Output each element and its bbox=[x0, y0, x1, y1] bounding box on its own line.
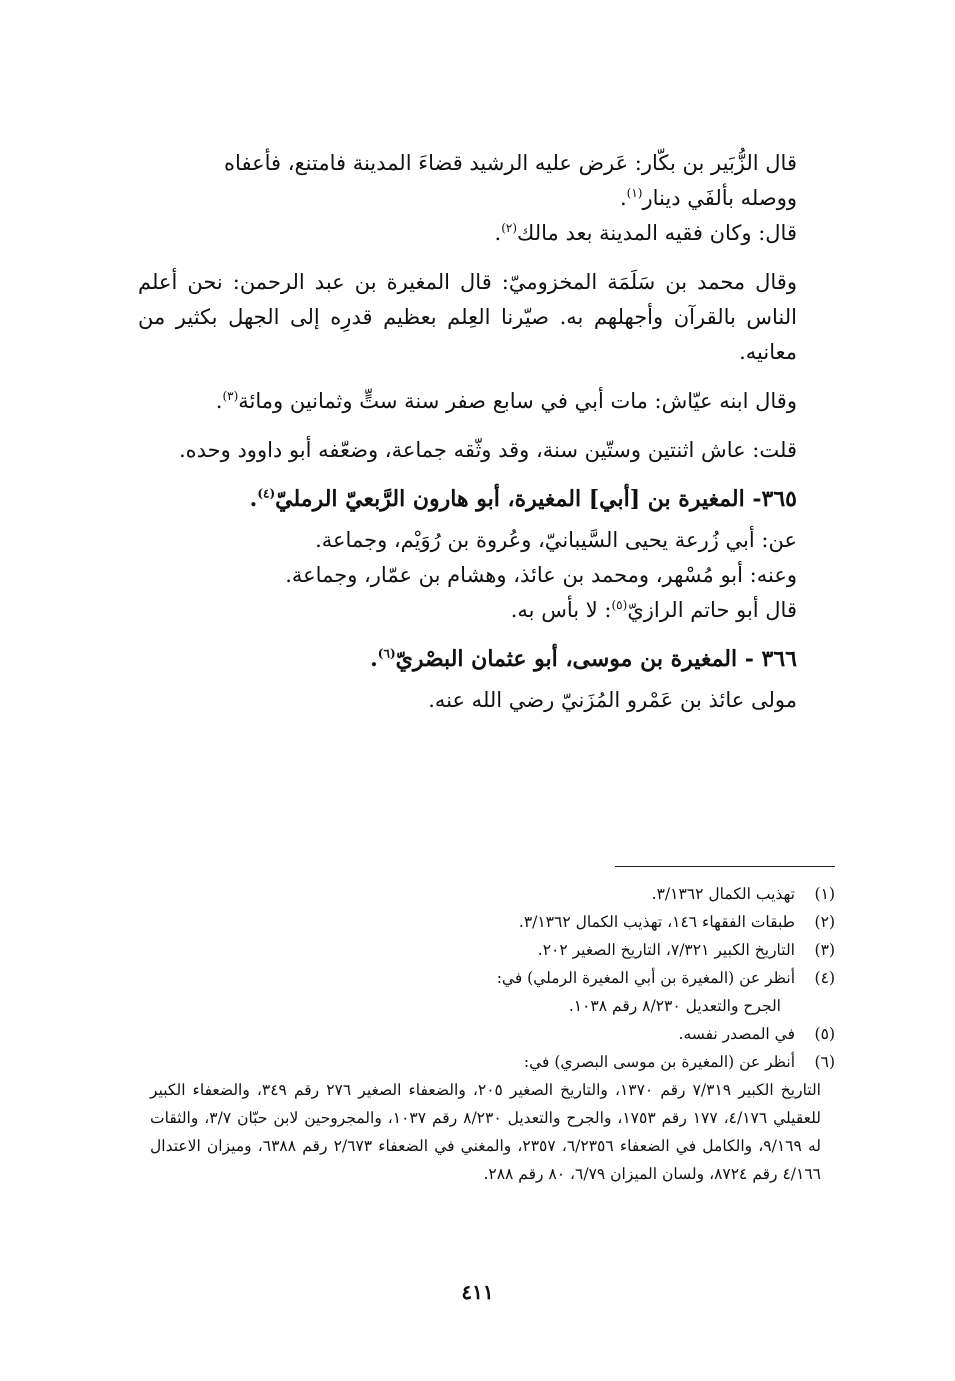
footnote-item bbox=[150, 880, 835, 908]
paragraph-zubayr-end: . bbox=[619, 186, 627, 210]
entry-365-verdict-end: : لا بأس به. bbox=[510, 598, 612, 622]
entry-365-heading bbox=[138, 482, 835, 517]
footnote-item bbox=[150, 1020, 835, 1048]
footnotes bbox=[150, 880, 835, 1188]
footnote-6-sources: التاريخ الكبير ٧/٣١٩ رقم ١٣٧٠، والتاريخ الصغير ٢٠٥، والضعفاء الصغير ٢٧٦ رقم ٣٤٩، والضعفاء الكبير للعقيلي ٤/١٧٦، ١٧٧ رقم ١٧٥٣، والجرح والتعديل ٨/٢٣٠ رقم ١٠٣٧، والمجروحين لابن حبّان ٣/٧، والثقات له ٩/١٦٩، والكامل في الضعفاء ٦/٢٣٥٦، ٢٣٥٧، والمغني في الضعفاء ٢/٦٧٣ رقم ٦٣٨٨، وميزان الاعتدال ٤/١٦٦ رقم ٨٧٢٤، ولسان الميزان ٦/٧٩، ٨٠ رقم ٢٨٨. bbox=[150, 1081, 822, 1183]
footnote-number: (٥) bbox=[814, 1025, 835, 1043]
entry-366-title: ٣٦٦ - المغيرة بن موسى، أبو عثمان البصْريّ bbox=[395, 646, 797, 672]
paragraph-ayyash-text: وقال ابنه عيّاش: مات أبي في سابع صفر سنة ستٍّ وثمانين ومائة bbox=[238, 389, 797, 413]
footnote-line: أنظر عن (المغيرة بن أبي المغيرة الرملي) في: bbox=[496, 969, 795, 987]
paragraph-ayyash-end: . bbox=[215, 389, 223, 413]
footnote-item bbox=[150, 964, 835, 1020]
footnote-item bbox=[150, 908, 835, 936]
footnote-number: (٦) bbox=[814, 1053, 835, 1071]
footnote-text bbox=[150, 908, 795, 936]
footnote-line: تهذيب الكمال ٣/١٣٦٢. bbox=[651, 885, 795, 903]
footnote-number: (٣) bbox=[814, 941, 835, 959]
entry-365-to: وعنه: أبو مُسْهر، ومحمد بن عائذ، وهشام بن عمّار، وجماعة. bbox=[285, 563, 797, 587]
footnote-text bbox=[150, 936, 795, 964]
footnote-item bbox=[150, 936, 835, 964]
paragraph-makhzumi: وقال محمد بن سَلَمَة المخزوميّ: قال المغيرة بن عبد الرحمن: نحن أعلم الناس بالقرآن وأجهلهم به. صيّرنا العِلم بعظيم قدرِه إلى الجهل بكثير من معانيه. bbox=[138, 270, 797, 364]
entry-366-mawla: مولى عائذ بن عَمْرو المُزَنيّ رضي الله عنه. bbox=[428, 688, 797, 712]
entry-365-verdict-text: قال أبو حاتم الرازيّ bbox=[627, 598, 797, 622]
entry-365-verdict bbox=[138, 593, 835, 628]
paragraph-faqih bbox=[138, 216, 835, 251]
footnote-ref-5[interactable]: (٥) bbox=[611, 598, 628, 612]
footnote-line: أنظر عن (المغيرة بن موسى البصري) في: bbox=[523, 1053, 795, 1071]
paragraph-qultu: قلت: عاش اثنتين وستّين سنة، وقد وثّقه جماعة، وضعّفه أبو داوود وحده. bbox=[178, 438, 797, 462]
footnote-divider bbox=[615, 866, 835, 867]
footnote-text bbox=[150, 1020, 795, 1048]
footnote-number: (١) bbox=[814, 885, 835, 903]
paragraph-zubayr bbox=[138, 146, 835, 216]
paragraph-zubayr-line1: قال الزُّبَير بن بكّار: عَرض عليه الرشيد قضاءَ المدينة فامتنع، فأعفاه bbox=[224, 151, 797, 175]
entry-366-heading bbox=[138, 642, 835, 677]
footnote-ref-1[interactable]: (١) bbox=[626, 186, 643, 200]
footnote-ref-3[interactable]: (٣) bbox=[222, 389, 239, 403]
entry-365-title: ٣٦٥- المغيرة بن [أبي] المغيرة، أبو هارون الرَّبعيّ الرمليّ bbox=[275, 486, 797, 512]
footnote-line: طبقات الفقهاء ١٤٦، تهذيب الكمال ٣/١٣٦٢. bbox=[518, 913, 795, 931]
footnote-line: الجرح والتعديل ٨/٢٣٠ رقم ١٠٣٨. bbox=[568, 997, 781, 1015]
paragraph-faqih-end: . bbox=[494, 221, 502, 245]
paragraph-faqih-text: قال: وكان فقيه المدينة بعد مالك bbox=[517, 221, 797, 245]
main-text bbox=[138, 146, 835, 718]
footnote-ref-4[interactable]: (٤) bbox=[257, 486, 276, 501]
entry-366-end: . bbox=[370, 646, 378, 672]
footnote-text bbox=[150, 964, 795, 1020]
paragraph-ayyash bbox=[138, 384, 835, 419]
footnote-ref-6[interactable]: (٦) bbox=[377, 646, 396, 661]
footnote-item bbox=[150, 1048, 835, 1076]
footnote-ref-2[interactable]: (٢) bbox=[501, 221, 518, 235]
entry-365-from: عن: أبي زُرعة يحيى السَّيبانيّ، وعُروة بن رُوَيْم، وجماعة. bbox=[315, 528, 797, 552]
footnote-text bbox=[150, 880, 795, 908]
footnote-number: (٤) bbox=[814, 969, 835, 987]
footnote-line: في المصدر نفسه. bbox=[678, 1025, 795, 1043]
footnote-number: (٢) bbox=[814, 913, 835, 931]
footnote-text bbox=[150, 1048, 795, 1076]
paragraph-zubayr-line2: ووصله بألفَي دينار bbox=[642, 186, 797, 210]
entry-365-end: . bbox=[249, 486, 258, 512]
page-number: ٤١١ bbox=[461, 1280, 494, 1304]
footnote-line: التاريخ الكبير ٧/٣٢١، التاريخ الصغير ٢٠٢. bbox=[537, 941, 795, 959]
